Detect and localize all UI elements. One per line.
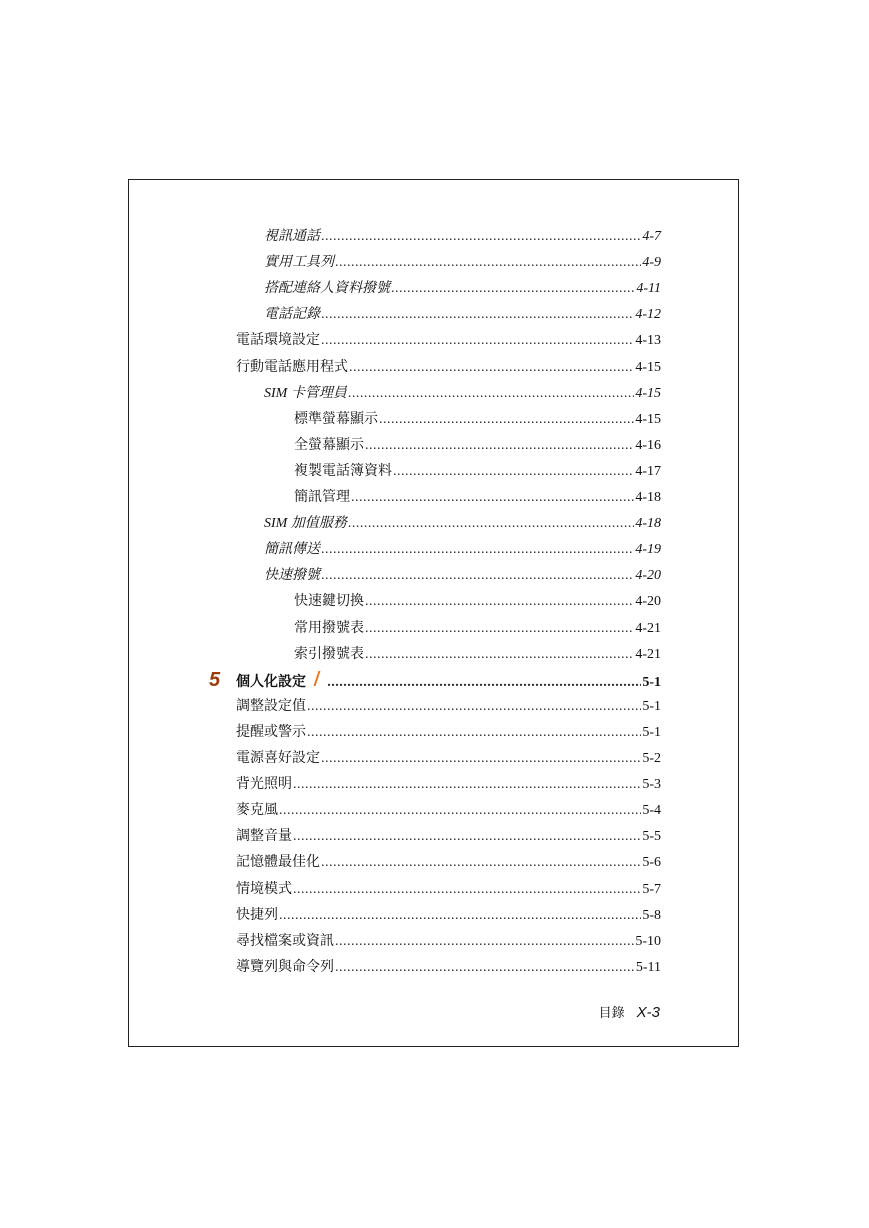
toc-entry-page: 4-21 — [635, 646, 661, 662]
toc-entry[interactable] — [294, 488, 661, 508]
toc-entry-page: 4-16 — [635, 437, 661, 453]
dot-leader — [321, 853, 641, 873]
toc-entry-page: 5-4 — [642, 803, 661, 819]
toc-entry-page: 4-11 — [636, 281, 661, 297]
toc-entry-page: 5-11 — [635, 959, 661, 975]
toc-entry-title: 調整音量 — [236, 829, 292, 845]
dot-leader — [327, 673, 641, 693]
toc-entry-page: 4-20 — [635, 568, 661, 584]
toc-entry[interactable] — [264, 227, 661, 247]
toc-entry-title: SIM 卡管理員 — [264, 385, 347, 401]
toc-entry-page: 5-2 — [642, 751, 661, 766]
toc-entry-title: 索引撥號表 — [294, 646, 364, 662]
toc-entry-page: 4-18 — [635, 516, 661, 532]
toc-entry-title: 實用工具列 — [264, 255, 334, 271]
toc-entry-title: 視訊通話 — [264, 229, 320, 244]
chapter-marker-icon — [314, 671, 321, 686]
toc-entry[interactable] — [236, 827, 661, 847]
toc-entry[interactable] — [236, 853, 661, 873]
toc-entry[interactable] — [236, 723, 661, 743]
toc-entry[interactable] — [236, 880, 661, 900]
dot-leader — [307, 697, 641, 717]
dot-leader — [348, 514, 635, 534]
toc-entry-page: 5-1 — [642, 674, 661, 690]
toc-entry-page: 5-3 — [642, 777, 661, 793]
dot-leader — [335, 932, 634, 952]
toc-entry-page: 4-13 — [635, 333, 661, 349]
toc-entry[interactable] — [264, 279, 661, 299]
toc-entry[interactable] — [236, 697, 661, 717]
toc-entry[interactable] — [294, 619, 661, 639]
toc-entry[interactable] — [236, 749, 661, 769]
toc-entry[interactable] — [294, 410, 661, 430]
toc-entry-title: 常用撥號表 — [294, 620, 364, 636]
toc-entry-page: 4-15 — [635, 411, 661, 427]
toc-entry[interactable] — [236, 801, 661, 821]
toc-entry[interactable] — [236, 932, 661, 952]
toc-entry-title: 麥克風 — [236, 803, 278, 819]
toc-entry-title: 導覽列與命令列 — [236, 959, 334, 975]
dot-leader — [348, 384, 635, 404]
toc-entry-title: 快捷列 — [236, 907, 278, 923]
toc-entry[interactable] — [264, 253, 661, 273]
dot-leader — [351, 488, 634, 508]
toc-entry[interactable] — [264, 384, 661, 404]
dot-leader — [391, 279, 635, 299]
toc-entry[interactable] — [264, 540, 661, 560]
toc-entry[interactable] — [294, 645, 661, 665]
dot-leader — [321, 227, 641, 247]
toc-entry-title: SIM 加值服務 — [264, 516, 347, 532]
toc-entry[interactable] — [236, 958, 661, 978]
toc-entry-title: 提醒或警示 — [236, 724, 306, 740]
toc-entry-page: 4-18 — [635, 490, 661, 505]
toc-entry-title: 簡訊傳送 — [264, 542, 320, 558]
page-footer — [599, 1002, 660, 1021]
toc-entry-page: 4-7 — [642, 229, 661, 244]
toc-entry-title: 搭配連絡人資料撥號 — [264, 281, 390, 297]
dot-leader — [293, 775, 641, 795]
toc-entry-title: 電源喜好設定 — [236, 751, 320, 766]
dot-leader — [335, 958, 635, 978]
toc-entry-page: 4-15 — [635, 385, 661, 401]
toc-entry-page: 4-12 — [635, 307, 661, 323]
toc-entry-title: 簡訊管理 — [294, 490, 350, 505]
dot-leader — [393, 462, 634, 482]
toc-entry[interactable] — [294, 436, 661, 456]
toc-entry-page: 5-5 — [642, 829, 661, 845]
dot-leader — [365, 619, 634, 639]
toc-entry-title: 快速撥號 — [264, 568, 320, 584]
footer-section: 目錄 — [598, 1005, 625, 1020]
toc-entry[interactable] — [294, 592, 661, 612]
footer-page-number: X-3 — [636, 1004, 660, 1021]
dot-leader — [321, 331, 634, 351]
dot-leader — [293, 827, 641, 847]
toc-entry-page: 4-19 — [635, 542, 661, 558]
dot-leader — [321, 305, 634, 325]
toc-entry-title: 記憶體最佳化 — [236, 855, 320, 871]
toc-entry-title: 標準螢幕顯示 — [294, 411, 378, 427]
dot-leader — [365, 592, 634, 612]
dot-leader — [293, 880, 641, 900]
toc-entry-title: 電話環境設定 — [236, 333, 320, 349]
toc-entry-title: 行動電話應用程式 — [236, 359, 348, 375]
toc-entry[interactable] — [236, 331, 661, 351]
dot-leader — [321, 566, 634, 586]
toc-entry[interactable] — [264, 305, 661, 325]
dot-leader — [365, 645, 634, 665]
toc-entry-title: 快速鍵切換 — [294, 594, 364, 610]
toc-entry-page: 5-7 — [642, 881, 661, 897]
dot-leader — [379, 410, 634, 430]
toc-entry-page: 4-21 — [635, 620, 661, 636]
toc-entry-title: 個人化設定 — [236, 674, 306, 690]
dot-leader — [321, 749, 641, 769]
toc-entry-page: 5-8 — [642, 907, 661, 923]
toc-entry[interactable] — [236, 906, 661, 926]
page-frame — [128, 179, 739, 1047]
table-of-contents — [129, 180, 738, 1046]
toc-chapter-entry[interactable] — [209, 668, 661, 691]
toc-entry-page: 4-17 — [635, 463, 661, 479]
toc-entry-page: 5-10 — [635, 933, 661, 949]
toc-entry[interactable] — [236, 775, 661, 795]
toc-entry-page: 4-9 — [642, 255, 661, 271]
dot-leader — [307, 723, 641, 743]
toc-entry-page: 5-1 — [642, 698, 661, 714]
toc-entry[interactable] — [236, 358, 661, 378]
dot-leader — [365, 436, 634, 456]
toc-entry[interactable] — [264, 566, 661, 586]
toc-entry-page: 5-1 — [642, 724, 661, 740]
toc-entry[interactable] — [294, 462, 661, 482]
toc-entry[interactable] — [264, 514, 661, 534]
dot-leader — [349, 358, 634, 378]
toc-entry-page: 5-6 — [642, 855, 661, 871]
dot-leader — [279, 906, 641, 926]
toc-entry-title: 調整設定值 — [236, 698, 306, 714]
toc-entry-title: 尋找檔案或資訊 — [236, 933, 334, 949]
toc-entry-title: 複製電話簿資料 — [294, 463, 392, 479]
toc-entry-title: 背光照明 — [236, 777, 292, 793]
toc-entry-title: 電話記錄 — [264, 307, 320, 323]
toc-entry-title: 全螢幕顯示 — [294, 437, 364, 453]
dot-leader — [335, 253, 641, 273]
dot-leader — [321, 540, 634, 560]
dot-leader — [279, 801, 641, 821]
toc-entry-page: 4-20 — [635, 594, 661, 610]
toc-entry-title: 情境模式 — [236, 881, 292, 897]
chapter-number: 5 — [209, 668, 221, 691]
toc-entry-page: 4-15 — [635, 359, 661, 375]
